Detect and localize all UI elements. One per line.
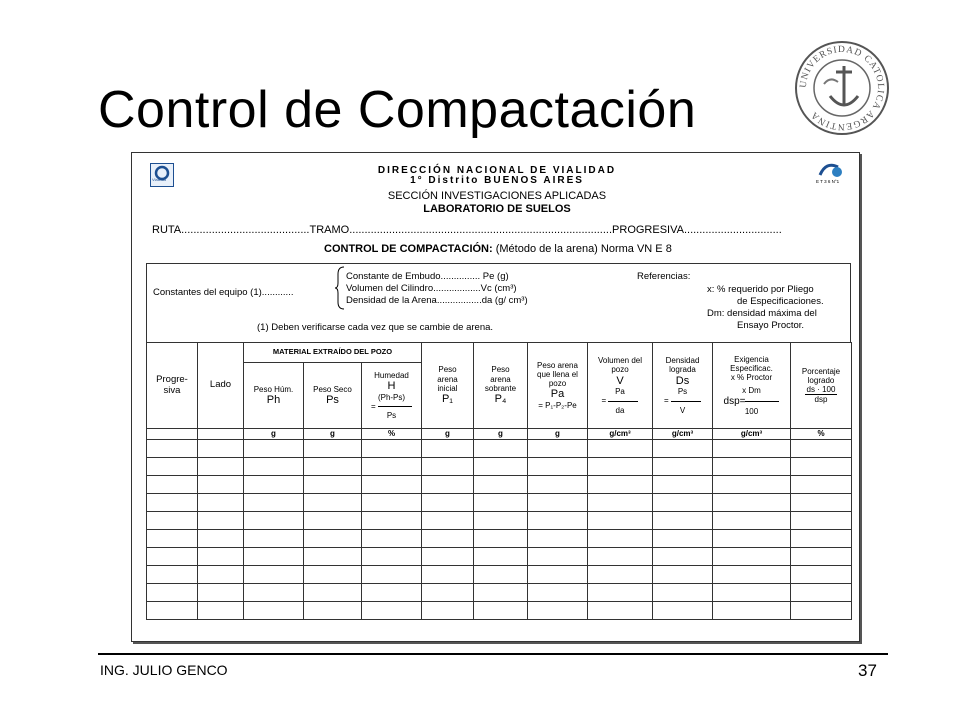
constant-cilindro: Volumen del Cilindro..................Vc (cm³) — [346, 283, 517, 294]
header-distrito: 1° Distrito BUENOS AIRES — [410, 175, 584, 186]
form-subtitle-method: (Método de la arena) Norma VN E 8 — [495, 243, 672, 255]
col-porcentaje-logrado: Porcentaje logrado ds · 100 dsp — [791, 343, 852, 429]
constants-box — [146, 263, 851, 343]
seal-text: UNIVERSIDAD CATOLICA ARGENTINA — [798, 44, 886, 132]
col-densidad-lograda: Densidad lograda Ds Ps = V — [653, 343, 713, 429]
col-peso-seco: Peso Seco Ps — [304, 363, 362, 429]
ruta-tramo-progresiva-line: RUTA..........................................TRAMO......................................................................................PROGRESIVA................................ — [152, 224, 782, 236]
col-volumen-pozo: Volumen del pozo V Pa = da — [588, 343, 653, 429]
form-subtitle-bold: CONTROL DE COMPACTACIÓN: — [324, 243, 493, 255]
university-seal-logo — [794, 40, 890, 136]
col-exigencia-especificacion: Exigencia Especificac. x % Proctor x Dm dsp= 100 — [713, 343, 791, 429]
reference-dm: Dm: densidad máxima del — [707, 308, 817, 319]
page-number: 37 — [858, 661, 877, 680]
col-lado: Lado — [198, 343, 244, 429]
col-peso-arena-sobrante: Peso arena sobrante P₄ — [474, 343, 528, 429]
footer-author: ING. JULIO GENCO — [100, 662, 228, 678]
svg-text:UNIVERSIDAD CATOLICA ARGENTINA — [799, 45, 885, 131]
table-row — [147, 458, 852, 476]
reference-x: x: % requerido por Pliego — [707, 284, 814, 295]
table-row — [147, 440, 852, 458]
units-row: g g % g g g g/cm³ g/cm³ g/cm³ % — [147, 429, 852, 440]
col-humedad: Humedad H (Ph-Ps) = Ps — [362, 363, 422, 429]
table-row — [147, 566, 852, 584]
constant-densidad-arena: Densidad de la Arena.................da (g/ cm³) — [346, 295, 528, 306]
col-progresiva: Progre- siva — [147, 343, 198, 429]
col-peso-humedo: Peso Húm. Ph — [244, 363, 304, 429]
header-seccion: SECCIÓN INVESTIGACIONES APLICADAS — [387, 190, 607, 202]
data-rows — [147, 440, 852, 620]
vialidad-logo-text: Vialidad — [152, 177, 167, 182]
col-peso-arena-inicial: Peso arena inicial P₁ — [422, 343, 474, 429]
reference-dm-cont: Ensayo Proctor. — [737, 320, 805, 331]
table-row — [147, 476, 852, 494]
col-peso-arena-pozo: Peso arena que llena el pozo Pa = P₁-P₂-Pe — [528, 343, 588, 429]
constant-embudo: Constante de Embudo............... Pe (g) — [346, 271, 509, 282]
footer-divider — [98, 653, 888, 655]
table-row — [147, 530, 852, 548]
table-row — [147, 602, 852, 620]
verification-note: (1) Deben verificarse cada vez que se cambie de arena. — [257, 322, 494, 333]
table-row — [147, 512, 852, 530]
reference-x-cont: de Especificaciones. — [737, 296, 824, 307]
right-logo-text: E T 3 6 N°1 — [816, 179, 840, 184]
slide-title: Control de Compactación — [98, 81, 697, 139]
header-direccion: DIRECCIÓN NACIONAL DE VIALIDAD — [377, 165, 617, 176]
brace-icon — [335, 266, 345, 310]
compaction-control-form — [131, 152, 860, 642]
header-laboratorio: LABORATORIO DE SUELOS — [423, 203, 571, 215]
constants-label: Constantes del equipo (1)............ — [153, 287, 294, 298]
table-row — [147, 548, 852, 566]
table-row — [147, 584, 852, 602]
material-header: MATERIAL EXTRAÍDO DEL POZO — [244, 343, 422, 363]
compaction-data-table — [146, 342, 852, 620]
table-row — [147, 494, 852, 512]
references-title: Referencias: — [637, 271, 691, 282]
vialidad-logo-icon — [150, 163, 174, 187]
